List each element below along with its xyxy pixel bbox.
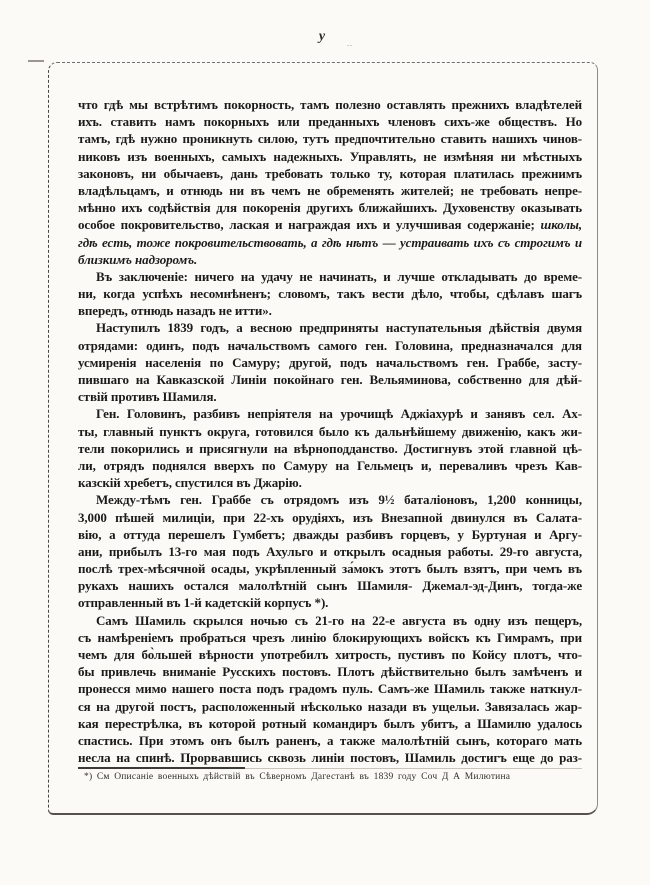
text-line bbox=[78, 423, 582, 440]
text-line bbox=[78, 371, 582, 388]
text-line bbox=[78, 113, 582, 130]
text-line bbox=[78, 594, 582, 611]
text-line bbox=[78, 234, 582, 251]
text-segment: Самъ Шамиль скрылся ночью съ 21-го на 22-е августа въ одну изъ пещеръ, bbox=[96, 612, 582, 628]
text-segment: послѣ трех-мѣсячной осады, укрѣпленный за́мокъ этотъ былъ взятъ, при чемъ въ bbox=[78, 561, 582, 577]
text-line bbox=[78, 216, 582, 233]
text-segment: чемъ для бо̀льшей вѣрности употребилъ хитрость, пустивъ по Койсу плотъ, что- bbox=[78, 647, 582, 662]
text-line bbox=[78, 509, 582, 526]
footnote-separator bbox=[78, 767, 245, 769]
text-line bbox=[78, 732, 582, 749]
text-line bbox=[78, 251, 582, 268]
text-segment: Ген. Головинъ, разбивъ непріятеля на урочищѣ Аджіахурѣ и занявъ сел. Ах- bbox=[96, 406, 582, 422]
text-segment: ствій противъ Шамиля. bbox=[78, 389, 217, 405]
text-line bbox=[78, 337, 582, 354]
text-line bbox=[78, 319, 582, 336]
text-segment: пронесся мимо нашего поста подъ градомъ пуль. Самъ-же Шамиль также наткнул- bbox=[78, 681, 582, 697]
text-segment: впередъ, отнюдь назадъ не итти». bbox=[78, 303, 272, 319]
scan-artifact-dash bbox=[28, 60, 44, 62]
text-segment-italic: гдѣ есть, тоже покровительствовать, а гдѣ нѣтъ — устраивать ихъ съ строгимъ и bbox=[78, 234, 582, 250]
text-line bbox=[78, 388, 582, 405]
text-segment: владѣльцамъ, и отнюдь ни въ чемъ не обременять жителей; не требовать непре- bbox=[78, 182, 582, 198]
text-segment: особое покровительство, лаская и награждая ихъ и улучшивая содержаніе; bbox=[78, 217, 541, 233]
text-line bbox=[78, 577, 582, 594]
text-line bbox=[78, 354, 582, 371]
text-line bbox=[78, 749, 582, 766]
paragraph bbox=[78, 268, 582, 320]
text-segment: вію, а оттуда перешелъ Гумбетъ; дважды разбивъ горцевъ, у Буртуная и Аргу- bbox=[78, 526, 582, 542]
text-segment: отрядами: одинъ, подъ начальствомъ самого ген. Головина, предназначался для bbox=[78, 337, 582, 353]
text-segment: съ намѣреніемъ пробраться чрезъ линію блокирующихъ войскъ къ Гимрамъ, при bbox=[78, 629, 582, 645]
page-number: у bbox=[318, 29, 326, 44]
text-line bbox=[78, 491, 582, 508]
text-segment: ли, отрядъ поднялся вверхъ по Самуру на Гельмецъ и, переваливъ чрезъ Кав- bbox=[78, 457, 582, 473]
text-line bbox=[78, 268, 582, 285]
text-line bbox=[78, 182, 582, 199]
footnote-separator-faint bbox=[243, 768, 582, 769]
text-line bbox=[78, 96, 582, 113]
text-segment-italic: школы, bbox=[540, 217, 582, 233]
text-segment: усмиренія населенія по Самуру; другой, подъ начальствомъ ген. Граббе, засту- bbox=[78, 354, 582, 370]
text-line bbox=[78, 646, 582, 663]
text-line bbox=[78, 148, 582, 165]
text-line bbox=[78, 302, 582, 319]
text-segment: отправленный въ 1-й кадетскій корпусъ *). bbox=[78, 595, 329, 611]
text-segment: тамъ, гдѣ нужно проникнуть силою, тутъ предпочтительно ставить нашихъ чинов- bbox=[78, 131, 582, 147]
text-segment: бы привлечь вниманіе Русскихъ постовъ. Плотъ дѣйствительно былъ замѣченъ и bbox=[78, 664, 582, 680]
text-line bbox=[78, 612, 582, 629]
text-segment: ни, когда успѣхъ несомнѣненъ; словомъ, такъ вести дѣло, чтобы, сдѣлавъ шагъ bbox=[78, 286, 582, 302]
paragraph bbox=[78, 405, 582, 491]
text-line bbox=[78, 715, 582, 732]
text-segment: казскій хребетъ, спустился въ Джарію. bbox=[78, 475, 302, 491]
text-line bbox=[78, 680, 582, 697]
text-line bbox=[78, 560, 582, 577]
text-line bbox=[78, 405, 582, 422]
text-line bbox=[78, 543, 582, 560]
text-line bbox=[78, 165, 582, 182]
text-line bbox=[78, 457, 582, 474]
footnote: *) См Описаніе военныхъ дѣйствій въ Сѣверномъ Дагестанѣ въ 1839 году Соч Д А Милютина bbox=[84, 772, 511, 782]
text-segment: ихъ. ставить намъ покорныхъ или преданныхъ членовъ сихъ-же обществъ. Но bbox=[78, 114, 582, 130]
paragraph bbox=[78, 319, 582, 405]
text-segment: ся на другой постъ, расположенный нѣсколько назади въ ущельи. Завязалась жар- bbox=[78, 698, 582, 714]
text-segment: несла на спинѣ. Прорвавшись сквозь линіи постовъ, Шамиль достигъ еще до раз- bbox=[78, 750, 582, 766]
text-segment: тели покорились и присягнули на вѣрноподданство. Достигнувъ этой главной цѣ- bbox=[78, 440, 582, 456]
text-line bbox=[78, 474, 582, 491]
text-segment-italic: близкимъ надзоромъ. bbox=[78, 251, 198, 267]
paragraph bbox=[78, 612, 582, 767]
text-line bbox=[78, 199, 582, 216]
scan-artifact-dots: .. bbox=[347, 39, 353, 48]
text-segment: рукахъ нашихъ остался малолѣтній сынъ Шамиля- Джемал-эд-Динъ, тогда-же bbox=[78, 578, 582, 594]
text-segment: пившаго на Кавказской Линіи покойнаго ген. Вельяминова, собственно для дѣй- bbox=[78, 372, 582, 387]
text-segment: мѣнно ихъ содѣйствія для покоренія другихъ ближайшихъ. Духовенству оказывать bbox=[78, 200, 582, 216]
paragraph bbox=[78, 491, 582, 611]
text-line bbox=[78, 130, 582, 147]
text-segment: Между-тѣмъ ген. Граббе съ отрядомъ изъ 9½ баталіоновъ, 1,200 конницы, bbox=[96, 492, 582, 508]
text-block bbox=[78, 96, 582, 766]
text-line bbox=[78, 285, 582, 302]
text-segment: что гдѣ мы встрѣтимъ покорность, тамъ полезно оставлять прежнихъ владѣтелей bbox=[78, 97, 582, 112]
text-segment: Въ заключеніе: ничего на удачу не начинать, и лучше откладывать до време- bbox=[96, 268, 582, 284]
text-segment: ты, главный пунктъ округа, готовился было къ дальнѣйшему движенію, какъ жи- bbox=[78, 423, 582, 439]
text-segment: кая перестрѣлка, въ которой ротный командиръ былъ убитъ, а Шамилю удалось bbox=[78, 715, 582, 731]
paragraph bbox=[78, 96, 582, 268]
text-segment: Наступилъ 1839 годъ, а весною предприняты наступательныя дѣйствія двумя bbox=[96, 320, 582, 336]
text-line bbox=[78, 440, 582, 457]
text-line bbox=[78, 698, 582, 715]
text-segment: ани, прибылъ 13-го мая подъ Ахульго и открылъ осадныя работы. 29-го августа, bbox=[78, 543, 582, 559]
text-line bbox=[78, 663, 582, 680]
text-line bbox=[78, 526, 582, 543]
text-line bbox=[78, 629, 582, 646]
text-segment: никовъ изъ военныхъ, самыхъ надежныхъ. Управлять, не измѣняя ни мѣстныхъ bbox=[78, 148, 582, 164]
text-segment: спастись. При этомъ онъ былъ раненъ, а также малолѣтній сынъ, котораго мать bbox=[78, 732, 582, 748]
text-segment: законовъ, ни обычаевъ, дань требовать только ту, которая платилась прежнимъ bbox=[78, 165, 582, 181]
text-segment: 3,000 пѣшей милиціи, при 22-хъ орудіяхъ, изъ Внезапной двинулся въ Салата- bbox=[78, 509, 582, 525]
